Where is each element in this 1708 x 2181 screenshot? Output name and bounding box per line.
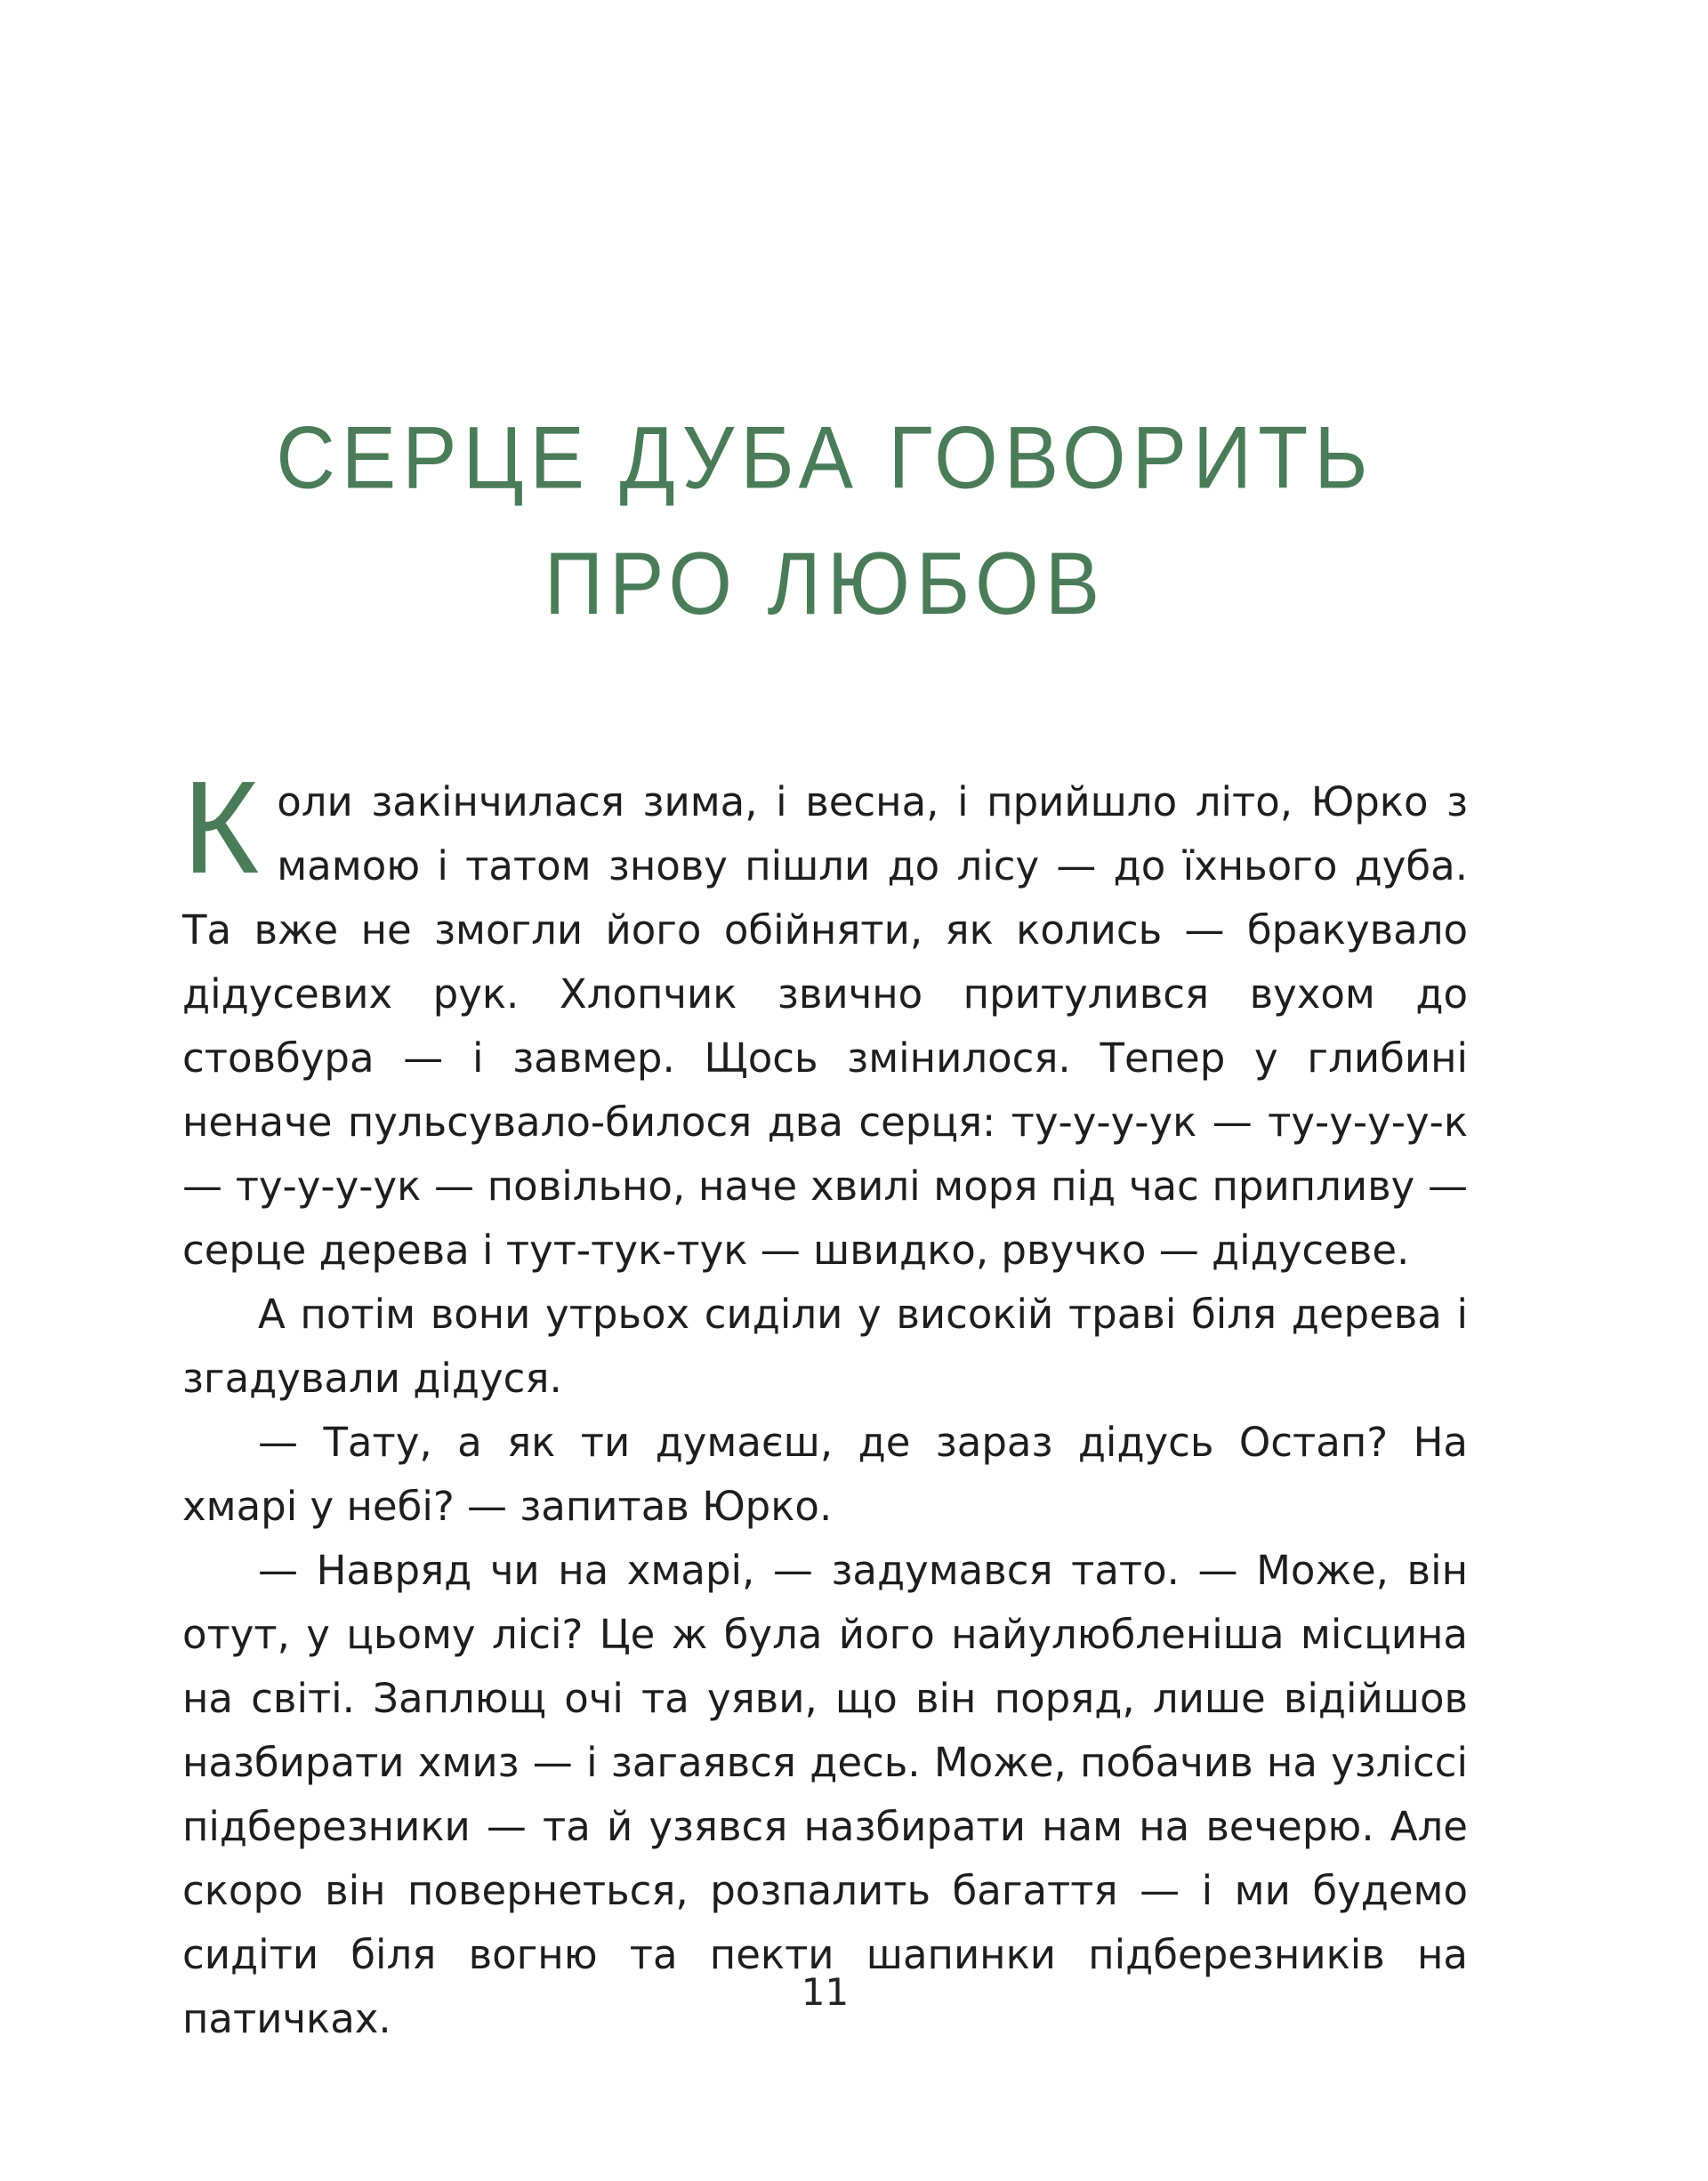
drop-cap: К bbox=[182, 754, 260, 902]
paragraph-2: А потім вони утрьох сиділи у високій траві біля дерева і згадували дідуся. bbox=[182, 1291, 1468, 1403]
chapter-title-line-2: ПРО ЛЮБОВ bbox=[544, 535, 1107, 633]
page-number: 11 bbox=[801, 1970, 850, 2014]
chapter-title bbox=[182, 396, 1468, 647]
paragraph-3: — Тату, а як ти думаєш, де зараз дідусь Остап? На хмарі у небі? — запитав Юрко. bbox=[182, 1419, 1468, 1531]
chapter-title-line-1: СЕРЦЕ ДУБА ГОВОРИТЬ bbox=[276, 409, 1374, 508]
paragraph-1 bbox=[182, 754, 1468, 1283]
paragraph-1-text: оли закінчилася зима, і весна, і прийшло літо, Юрко з мамою і татом знову пішли до лісу — до їхнього дуба. Та вже не змогли його обійняти, як колись — бракувало дідусевих рук. Хлопчик звично притулився вухом до стовбура — і завмер. Щось змінилося. Тепер у глибині неначе пульсувало-билося два серця: ту-у-у-ук — ту-у-у-у-к — ту-у-у-ук — повільно, наче хвилі моря під час припливу — серце дерева і тут-тук-тук — швидко, рвучко — дідусеве. bbox=[182, 778, 1468, 1275]
paragraph-4: — Навряд чи на хмарі, — задумався тато. — Може, він отут, у цьому лісі? Це ж була його найулюбленіша місцина на світі. Заплющ очі та уяви, що він поряд, лише відійшов назбирати хмиз — і загаявся десь. Може, побачив на узліссі підберезники — та й узявся назбирати нам на вечерю. Але скоро він повернеться, розпалить багаття — і ми будемо сидіти біля вогню та пекти шапинки підберезників на патичках. bbox=[182, 1547, 1468, 2043]
page-content bbox=[182, 0, 1468, 2051]
body-text bbox=[182, 754, 1468, 2051]
